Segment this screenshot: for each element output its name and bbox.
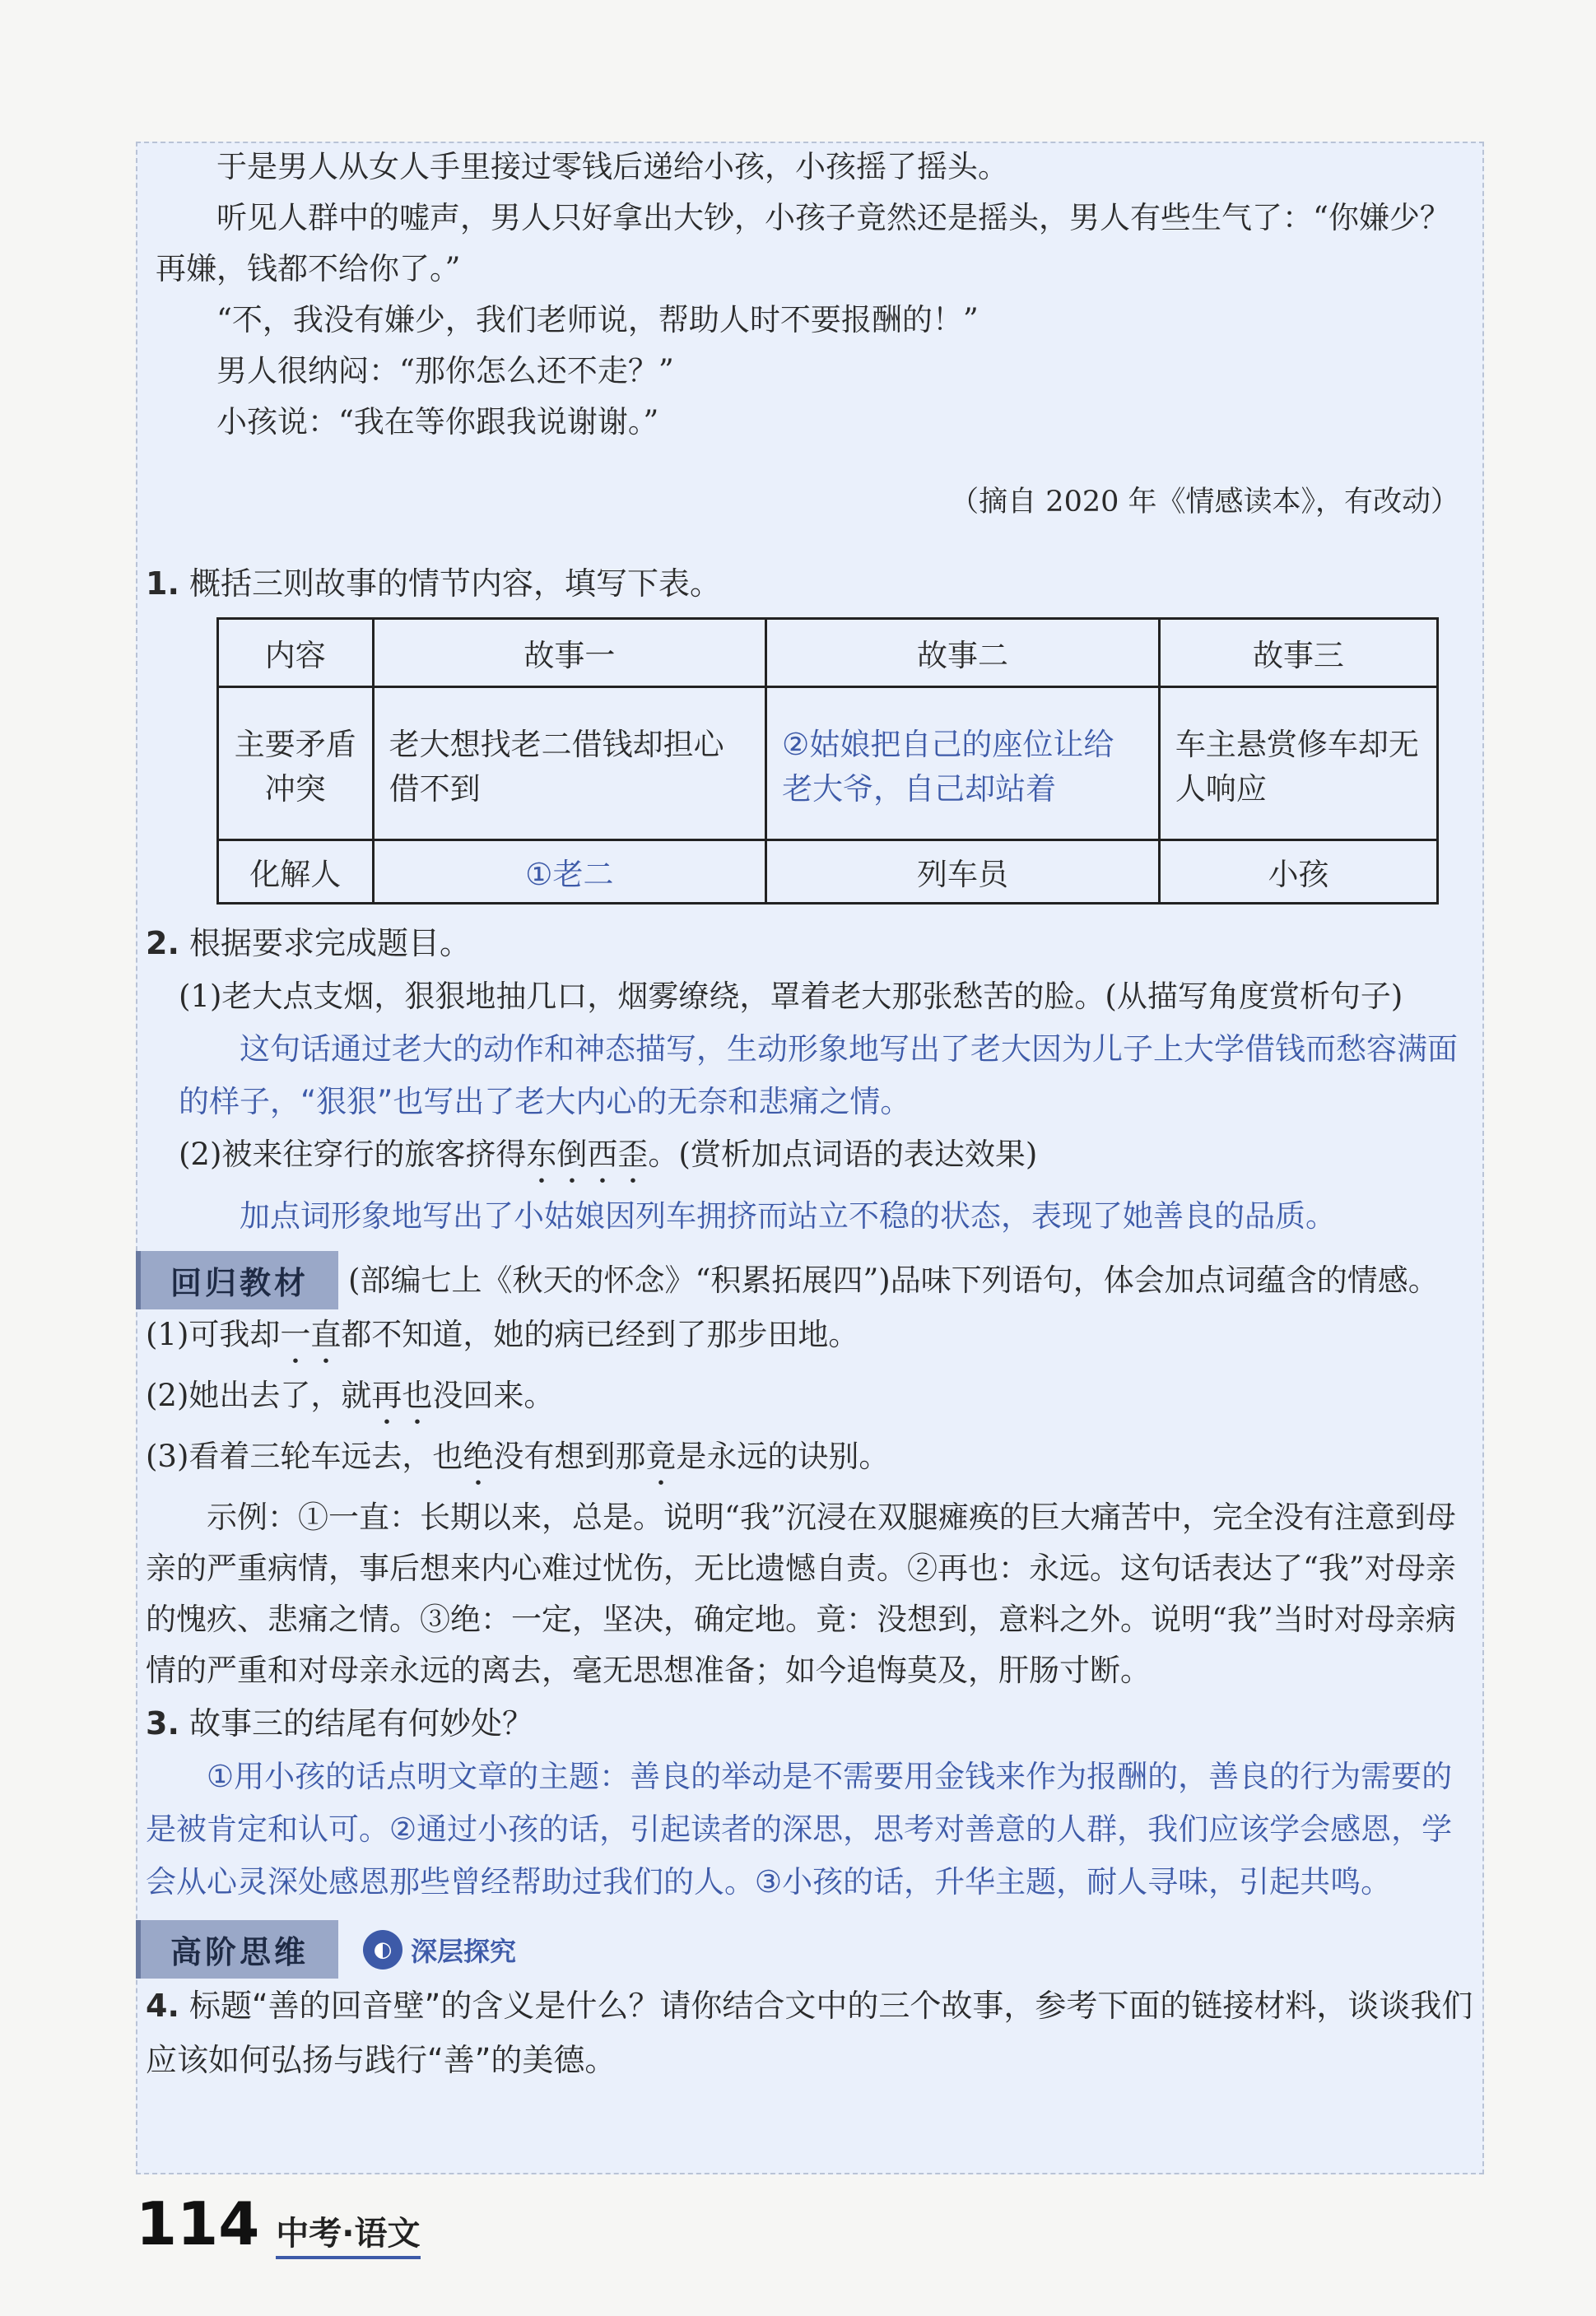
question-number: 3. <box>146 1705 179 1742</box>
story-paragraph: 男人很纳闷：“那你怎么还不走？” <box>216 353 674 388</box>
review-example: 示例：①一直：长期以来，总是。说明“我”沉浸在双腿瘫痪的巨大痛苦中，完全没有注意到母亲的严重病情，事后想来内心难过忧伤，无比遗憾自责。②再也：永远。这句话表达了“我”对母亲的愧疚、悲痛之情。③绝：一定，坚决，确定地。竟：没想到，意料之外。说明“我”当时对母亲病情的严重和对母亲永远的离去，毫无思想准备；如今追悔莫及，肝肠寸断。 <box>146 1500 1456 1688</box>
table-cell-answer: ②姑娘把自己的座位让给老大爷，自己却站着 <box>766 687 1160 840</box>
question-number: 1. <box>146 565 179 602</box>
question-number: 2. <box>146 925 179 961</box>
question-1 <box>136 556 1484 611</box>
question-text: 标题“善的回音壁”的含义是什么？请你结合文中的三个故事，参考下面的链接材料，谈谈我们应该如何弘扬与践行“善”的美德。 <box>146 1988 1473 2078</box>
review-line-2: (2)她出去了，就再也没回来。 <box>146 1378 555 1413</box>
advanced-section-header <box>136 1920 1484 1979</box>
deep-explore-badge: ◐ 深层探究 <box>363 1930 516 1970</box>
page-content <box>136 142 1484 2087</box>
question-4 <box>136 1979 1484 2087</box>
story-source: （摘自 2020 年《情感读本》，有改动） <box>950 486 1459 519</box>
page-number: 114 <box>136 2189 260 2258</box>
table-header: 故事一 <box>373 619 766 687</box>
page-footer <box>136 2189 421 2259</box>
book-title: 中考·语文 <box>276 2207 420 2259</box>
question-text: 概括三则故事的情节内容，填写下表。 <box>188 565 721 602</box>
review-line-3: (3)看着三轮车远去，也绝没有想到那竟是永远的诀别。 <box>146 1439 890 1474</box>
table-row-label: 主要矛盾冲突 <box>218 687 374 840</box>
table-header: 故事二 <box>766 619 1160 687</box>
review-section-header <box>136 1251 1484 1309</box>
story-paragraph: 听见人群中的嘘声，男人只好拿出大钞，小孩子竟然还是摇头，男人有些生气了：“你嫌少？再嫌，钱都不给你了。” <box>156 200 1450 286</box>
question-number: 4. <box>146 1988 179 2024</box>
advanced-tag: 高阶思维 <box>136 1920 338 1979</box>
question-3 <box>136 1696 1484 1751</box>
plot-table <box>216 617 1439 905</box>
table-header: 内容 <box>218 619 374 687</box>
table-cell: 列车员 <box>766 840 1160 904</box>
table-row-label: 化解人 <box>218 840 374 904</box>
story-paragraph: “不，我没有嫌少，我们老师说，帮助人时不要报酬的！” <box>216 302 979 337</box>
review-intro: (部编七上《秋天的怀念》“积累拓展四”)品味下列语句，体会加点词蕴含的情感。 <box>348 1262 1439 1298</box>
subquestion-2: (2)被来往穿行的旅客挤得东倒西歪。(赏析加点词语的表达效果) <box>179 1137 1038 1172</box>
answer-2-1: 这句话通过老大的动作和神态描写，生动形象地写出了老大因为儿子上大学借钱而愁容满面的样子，“狠狠”也写出了老大内心的无奈和悲痛之情。 <box>179 1031 1458 1119</box>
table-header: 故事三 <box>1159 619 1437 687</box>
question-text: 故事三的结尾有何妙处？ <box>188 1705 533 1742</box>
answer-2-2: 加点词形象地写出了小姑娘因列车拥挤而站立不稳的状态，表现了她善良的品质。 <box>240 1198 1336 1234</box>
table-cell: 老大想找老二借钱却担心借不到 <box>373 687 766 840</box>
question-2 <box>136 916 1484 970</box>
table-cell: 车主悬赏修车却无人响应 <box>1159 687 1437 840</box>
table-cell: 小孩 <box>1159 840 1437 904</box>
story-paragraph: 小孩说：“我在等你跟我说谢谢。” <box>216 404 659 439</box>
subquestion-1: (1)老大点支烟，狠狠地抽几口，烟雾缭绕，罩着老大那张愁苦的脸。(从描写角度赏析句子) <box>179 979 1403 1014</box>
answer-3: ①用小孩的话点明文章的主题：善良的举动是不需要用金钱来作为报酬的，善良的行为需要的是被肯定和认可。②通过小孩的话，引起读者的深思，思考对善意的人群，我们应该学会感恩，学会从心灵深处感恩那些曾经帮助过我们的人。③小孩的话，升华主题，耐人寻味，引起共鸣。 <box>146 1759 1453 1900</box>
deep-explore-icon: ◐ <box>363 1930 402 1970</box>
question-text: 根据要求完成题目。 <box>188 925 471 961</box>
review-tag: 回归教材 <box>136 1251 338 1309</box>
review-line-1: (1)可我却一直都不知道，她的病已经到了那步田地。 <box>146 1317 859 1352</box>
table-cell-answer: ①老二 <box>373 840 766 904</box>
story-paragraph: 于是男人从女人手里接过零钱后递给小孩，小孩摇了摇头。 <box>216 149 1008 184</box>
